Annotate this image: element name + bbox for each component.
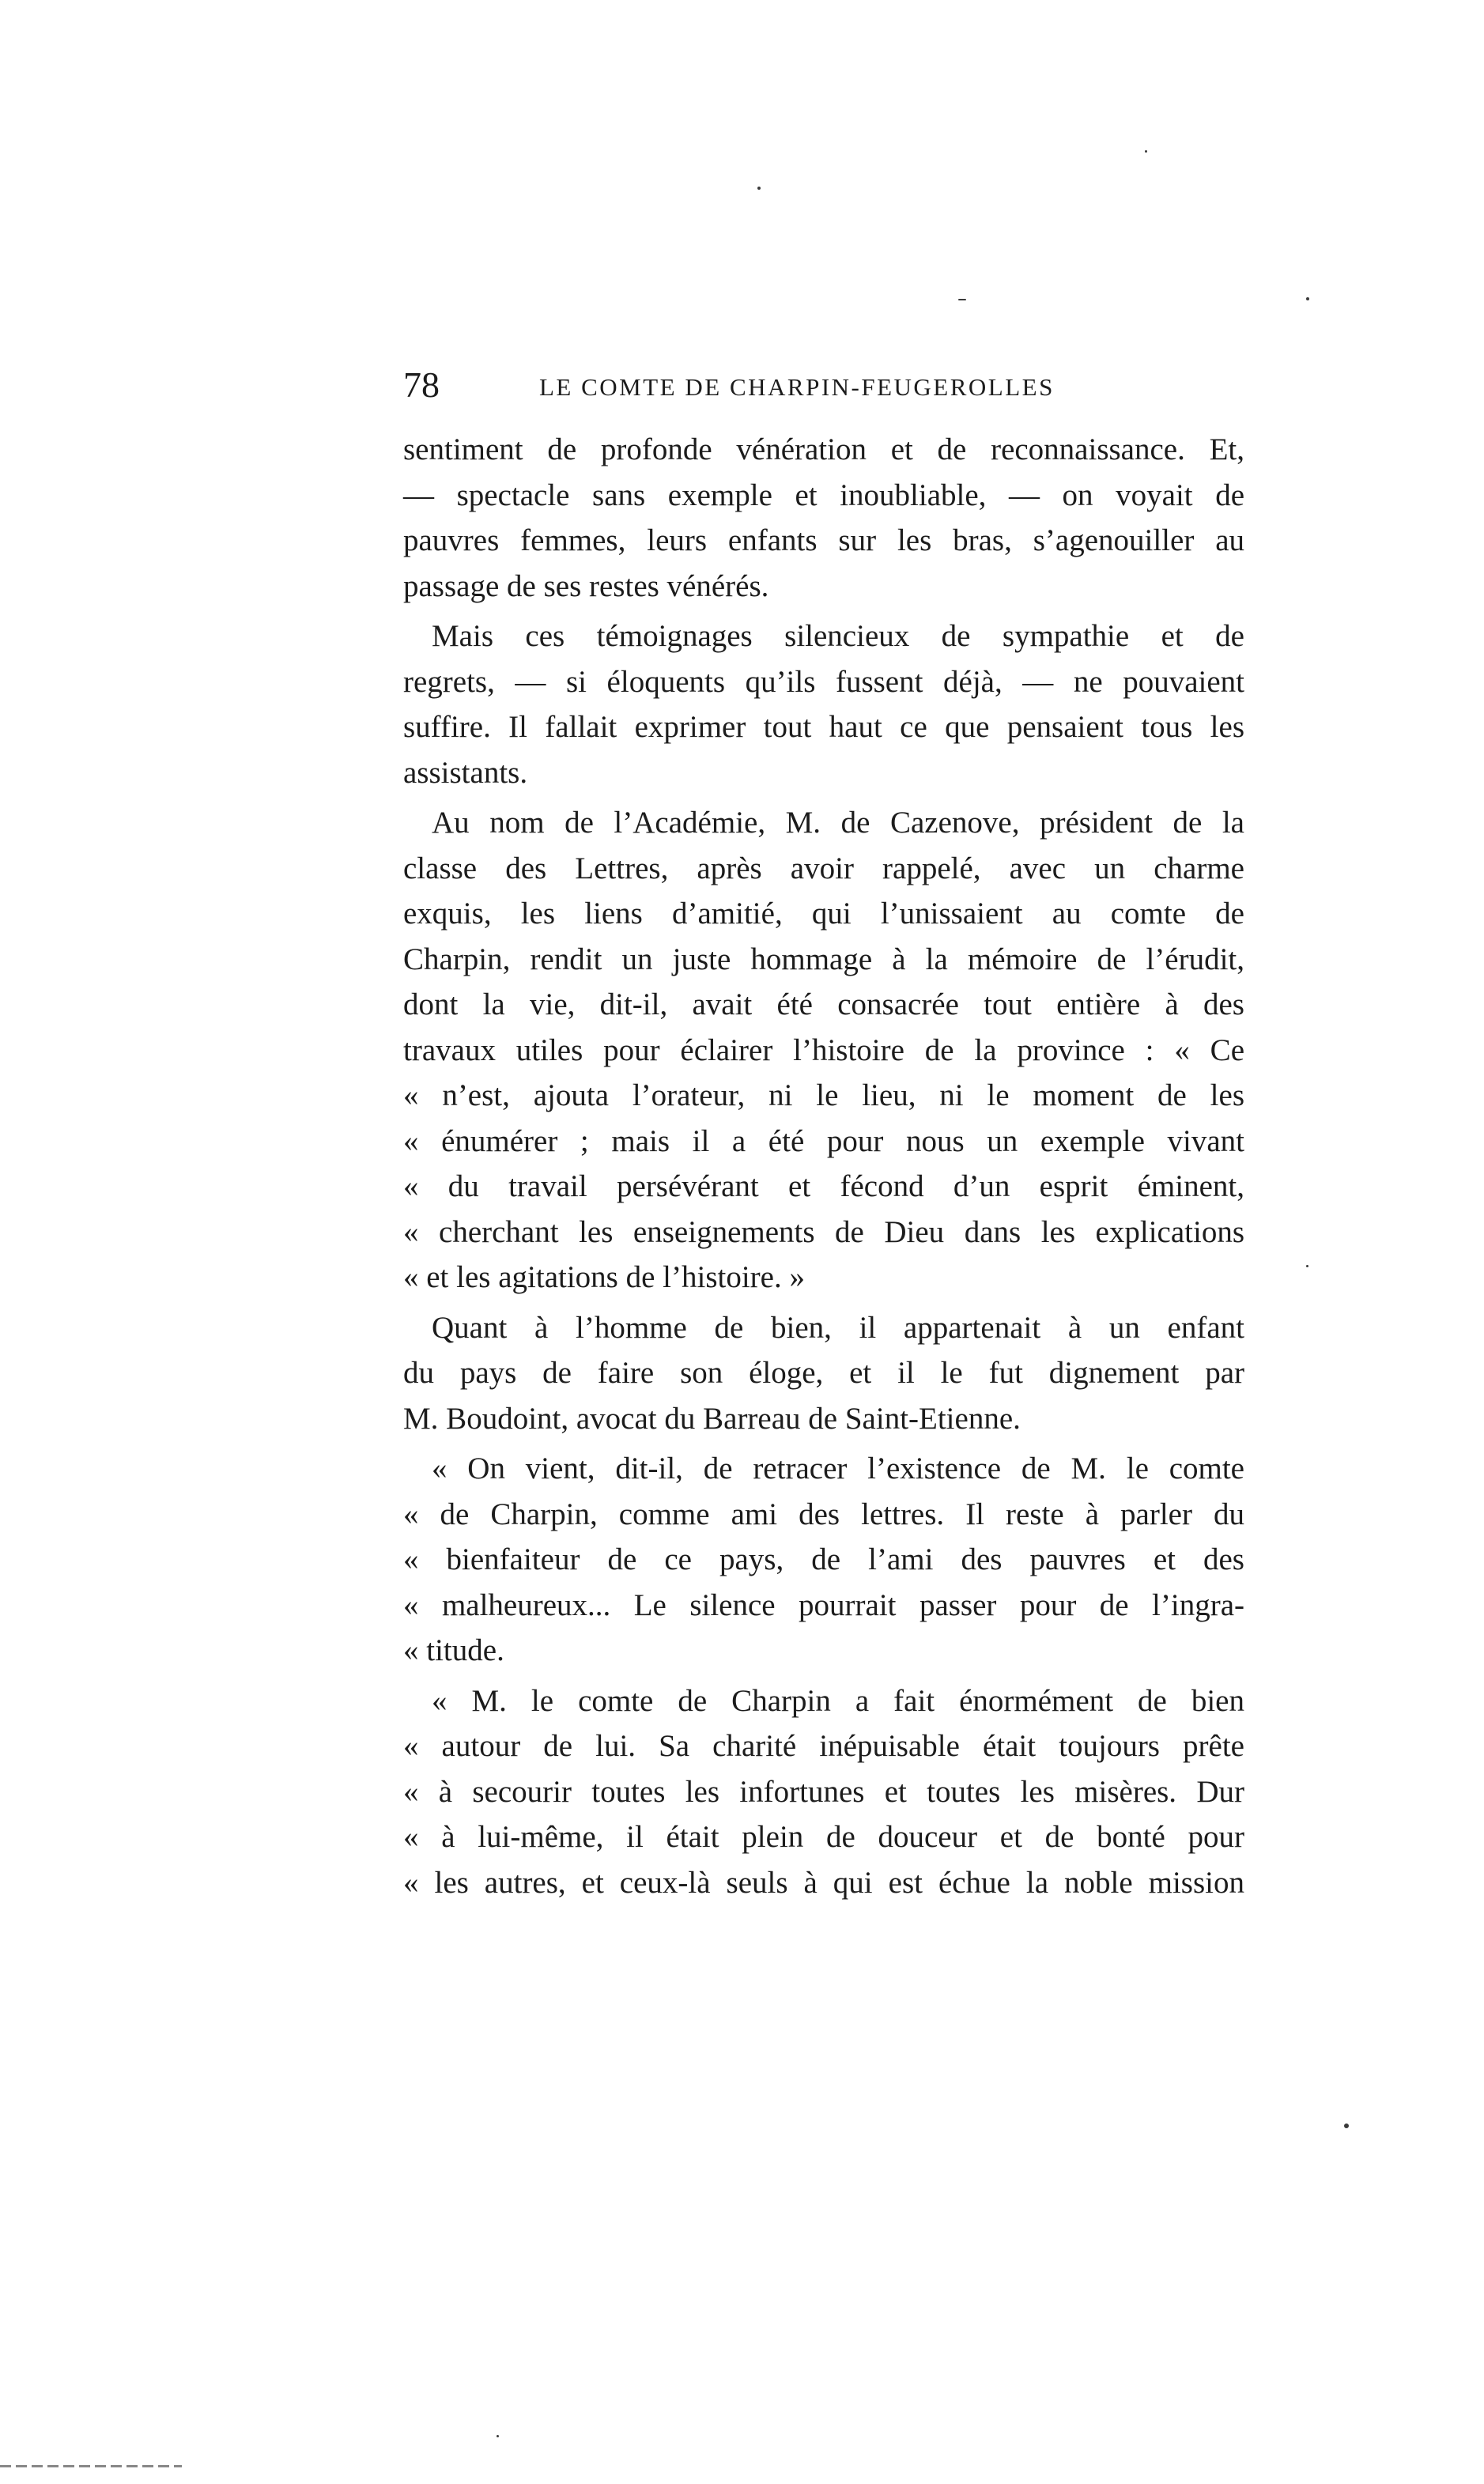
page-number: 78 [403, 364, 440, 405]
text-line: regrets, — si éloquents qu’ils fussent déjà, — ne pouvaient [403, 664, 1244, 699]
scan-speck [1344, 2123, 1349, 2128]
running-head [403, 365, 1244, 405]
text-line: Charpin, rendit un juste hommage à la mémoire de l’érudit, [403, 942, 1244, 976]
text-line: dont la vie, dit-il, avait été consacrée tout entière à des [403, 987, 1244, 1021]
text-line: « énumérer ; mais il a été pour nous un exemple vivant [403, 1123, 1244, 1158]
running-title: LE COMTE DE CHARPIN-FEUGEROLLES [539, 373, 1055, 401]
scan-speck [1306, 1265, 1308, 1267]
scan-speck [757, 187, 761, 190]
text-line: passage de ses restes vénérés. [403, 568, 769, 603]
text-line: Mais ces témoignages silencieux de sympathie et de [432, 619, 1244, 653]
scan-speck [1306, 297, 1309, 300]
text-line: Quant à l’homme de bien, il appartenait à un enfant [432, 1310, 1244, 1345]
text-line: assistants. [403, 755, 528, 790]
text-line: suffire. Il fallait exprimer tout haut ce que pensaient tous les [403, 710, 1244, 744]
text-line: « du travail persévérant et fécond d’un esprit éminent, [403, 1169, 1244, 1203]
text-line: « et les agitations de l’histoire. » [403, 1260, 805, 1294]
text-line: exquis, les liens d’amitié, qui l’unissaient au comte de [403, 897, 1244, 931]
text-line: « titude. [403, 1633, 504, 1667]
scan-speck [1145, 150, 1147, 153]
text-line: — spectacle sans exemple et inoubliable, — on voyait de [403, 478, 1244, 512]
body-text [403, 427, 1244, 1905]
text-line: sentiment de profonde vénération et de reconnaissance. Et, [403, 432, 1244, 466]
text-line: « malheureux... Le silence pourrait passer pour de l’ingra- [403, 1587, 1244, 1622]
text-line: « cherchant les enseignements de Dieu dans les explications [403, 1214, 1244, 1249]
text-line: « les autres, et ceux-là seuls à qui est échue la noble mission [403, 1865, 1244, 1900]
text-line: « bienfaiteur de ce pays, de l’ami des pauvres et des [403, 1542, 1244, 1576]
text-line: « à secourir toutes les infortunes et toutes les misères. Dur [403, 1774, 1244, 1809]
scan-speck [958, 299, 966, 300]
text-line: Au nom de l’Académie, M. de Cazenove, président de la [432, 806, 1244, 840]
text-line: « autour de lui. Sa charité inépuisable était toujours prête [403, 1729, 1244, 1763]
scan-edge [0, 2465, 182, 2467]
text-line: du pays de faire son éloge, et il le fut dignement par [403, 1356, 1244, 1390]
scan-speck [497, 2435, 499, 2437]
text-line: travaux utiles pour éclairer l’histoire de la province : « Ce [403, 1032, 1244, 1067]
text-line: « On vient, dit-il, de retracer l’existence de M. le comte [432, 1452, 1244, 1485]
text-line: « M. le comte de Charpin a fait énormément de bien [432, 1683, 1244, 1718]
text-line: classe des Lettres, après avoir rappelé, avec un charme [403, 851, 1244, 885]
text-line: « n’est, ajouta l’orateur, ni le lieu, ni le moment de les [403, 1078, 1244, 1112]
text-line: « de Charpin, comme ami des lettres. Il reste à parler du [403, 1497, 1244, 1531]
text-line: pauvres femmes, leurs enfants sur les bras, s’agenouiller au [403, 523, 1244, 557]
text-line: « à lui-même, il était plein de douceur et de bonté pour [403, 1820, 1244, 1854]
text-line: M. Boudoint, avocat du Barreau de Saint-Etienne. [403, 1401, 1021, 1436]
